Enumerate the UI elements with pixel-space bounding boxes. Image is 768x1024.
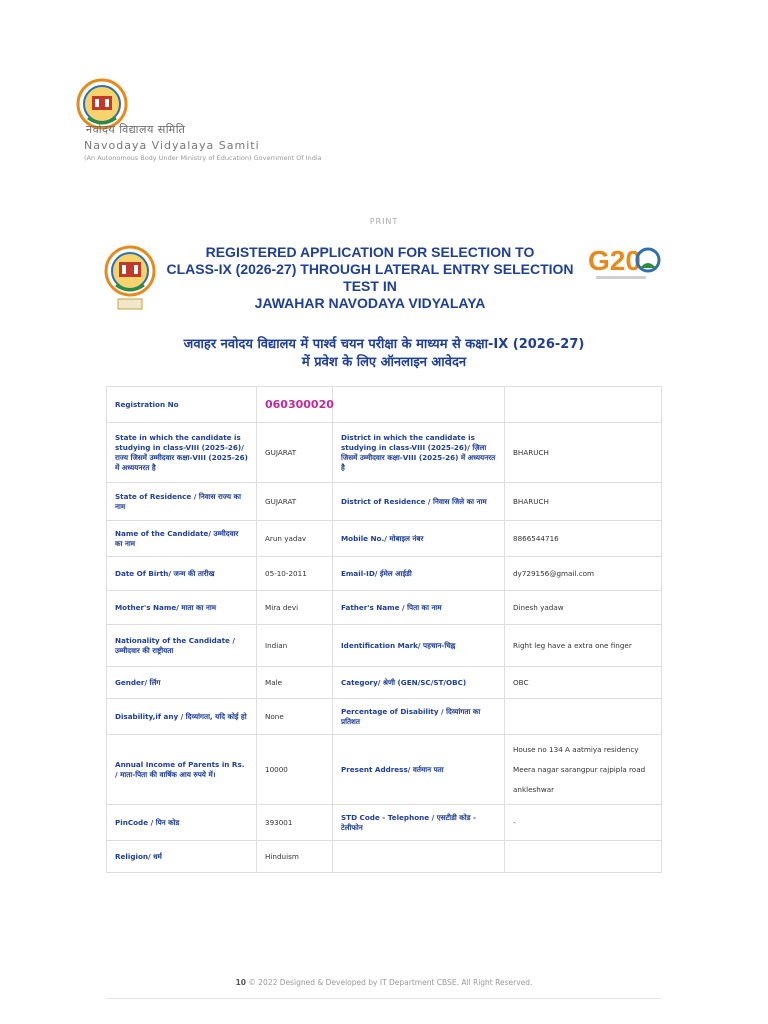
field-value: 8866544716 [505, 521, 662, 557]
table-row [107, 591, 662, 625]
field-label: Nationality of the Candidate / उम्मीदवार की राष्ट्रीयता [107, 625, 257, 667]
footer [0, 978, 768, 987]
registration-number: 060300020 [257, 387, 333, 423]
field-value: Indian [257, 625, 333, 667]
org-subtitle: (An Autonomous Body Under Ministry of Education) Government Of India [84, 154, 322, 162]
table-row [107, 387, 662, 423]
field-value: dy729156@gmail.com [505, 557, 662, 591]
table-row [107, 557, 662, 591]
page-title-hindi [110, 336, 658, 372]
table-row [107, 699, 662, 735]
table-row [107, 521, 662, 557]
field-value: 393001 [257, 805, 333, 841]
field-value [505, 699, 662, 735]
field-label: STD Code - Telephone / एसटीडी कोड - टेलीफोन [333, 805, 505, 841]
address-line: ankleshwar [513, 784, 555, 794]
field-label: State of Residence / निवास राज्य का नाम [107, 483, 257, 521]
title-line: जवाहर नवोदय विद्यालय में पार्श्व चयन परीक्षा के माध्यम से कक्षा-IX (2026-27) [183, 337, 585, 352]
nvs-emblem-icon [104, 241, 156, 315]
field-value: Dinesh yadaw [505, 591, 662, 625]
g20-logo-icon [588, 240, 668, 290]
field-value: Mira devi [257, 591, 333, 625]
field-label: Religion/ धर्म [107, 841, 257, 873]
g20-logo [588, 240, 668, 290]
org-name-english: Navodaya Vidyalaya Samiti [84, 139, 260, 152]
application-table [106, 386, 662, 873]
field-label: Name of the Candidate/ उम्मीदवार का नाम [107, 521, 257, 557]
title-line: JAWAHAR NAVODAYA VIDYALAYA [254, 295, 486, 311]
table-row [107, 805, 662, 841]
registration-label: Registration No [107, 387, 257, 423]
footer-divider [106, 998, 661, 999]
field-value: BHARUCH [505, 483, 662, 521]
field-label: Disability,if any / दिव्यांगता, यदि कोई हो [107, 699, 257, 735]
table-row [107, 841, 662, 873]
page-title-english [160, 244, 580, 312]
org-name-hindi: नवोदय विद्यालय समिति [86, 123, 186, 136]
field-value: GUJARAT [257, 483, 333, 521]
field-label: State in which the candidate is studying in class-VIII (2025-26)/ राज्य जिसमें उम्मीदवार कक्षा-VIII (2025-26) में अध्ययनरत है [107, 423, 257, 483]
field-value: 10000 [257, 735, 333, 805]
field-value: OBC [505, 667, 662, 699]
field-label: District of Residence / निवास जिले का नाम [333, 483, 505, 521]
field-value: - [505, 805, 662, 841]
field-value: 05-10-2011 [257, 557, 333, 591]
field-value: Male [257, 667, 333, 699]
copyright-icon: © [248, 978, 256, 987]
table-row [107, 483, 662, 521]
field-value: None [257, 699, 333, 735]
title-line: CLASS-IX (2026-27) THROUGH LATERAL ENTRY SELECTION [166, 261, 574, 277]
table-row [107, 423, 662, 483]
title-line: TEST IN [343, 278, 397, 294]
field-label: PinCode / पिन कोड [107, 805, 257, 841]
title-line: REGISTERED APPLICATION FOR SELECTION TO [205, 244, 535, 260]
field-value: Hinduism [257, 841, 333, 873]
field-label: Email-ID/ ईमेल आईडी [333, 557, 505, 591]
field-label: District in which the candidate is studying in class-VIII (2025-26)/ ज़िला जिसमें उम्मीदवार कक्षा-VIII (2025-26) में अध्ययनरत है [333, 423, 505, 483]
field-label: Mobile No./ मोबाइल नंबर [333, 521, 505, 557]
field-value: BHARUCH [505, 423, 662, 483]
address-line: House no 134 A aatmiya residency [513, 744, 639, 754]
header [76, 78, 476, 168]
field-value: Arun yadav [257, 521, 333, 557]
field-label: Father's Name / पिता का नाम [333, 591, 505, 625]
table-row [107, 735, 662, 805]
field-label: Identification Mark/ पहचान-चिह्न [333, 625, 505, 667]
field-label: Category/ श्रेणी (GEN/SC/ST/OBC) [333, 667, 505, 699]
field-label: Present Address/ वर्तमान पता [333, 735, 505, 805]
title-line: में प्रवेश के लिए ऑनलाइन आवेदन [301, 355, 467, 370]
table-row [107, 667, 662, 699]
table-row [107, 625, 662, 667]
field-label: Mother's Name/ माता का नाम [107, 591, 257, 625]
field-label: Gender/ लिंग [107, 667, 257, 699]
field-label: Annual Income of Parents in Rs. / माता-पिता की वार्षिक आय रुपये में। [107, 735, 257, 805]
footer-prefix: 10 [235, 978, 246, 987]
footer-text: 2022 Designed & Developed by IT Department CBSE. All Right Reserved. [258, 978, 533, 987]
field-value: Right leg have a extra one finger [505, 625, 662, 667]
field-value: GUJARAT [257, 423, 333, 483]
print-link[interactable]: PRINT [369, 217, 399, 226]
g20-text: G20 [588, 245, 641, 276]
present-address [505, 735, 662, 805]
address-line: Meera nagar sarangpur rajpipla road [513, 764, 646, 774]
field-label: Date Of Birth/ जन्म की तारीख [107, 557, 257, 591]
field-label: Percentage of Disability / दिव्यांगता का प्रतिशत [333, 699, 505, 735]
